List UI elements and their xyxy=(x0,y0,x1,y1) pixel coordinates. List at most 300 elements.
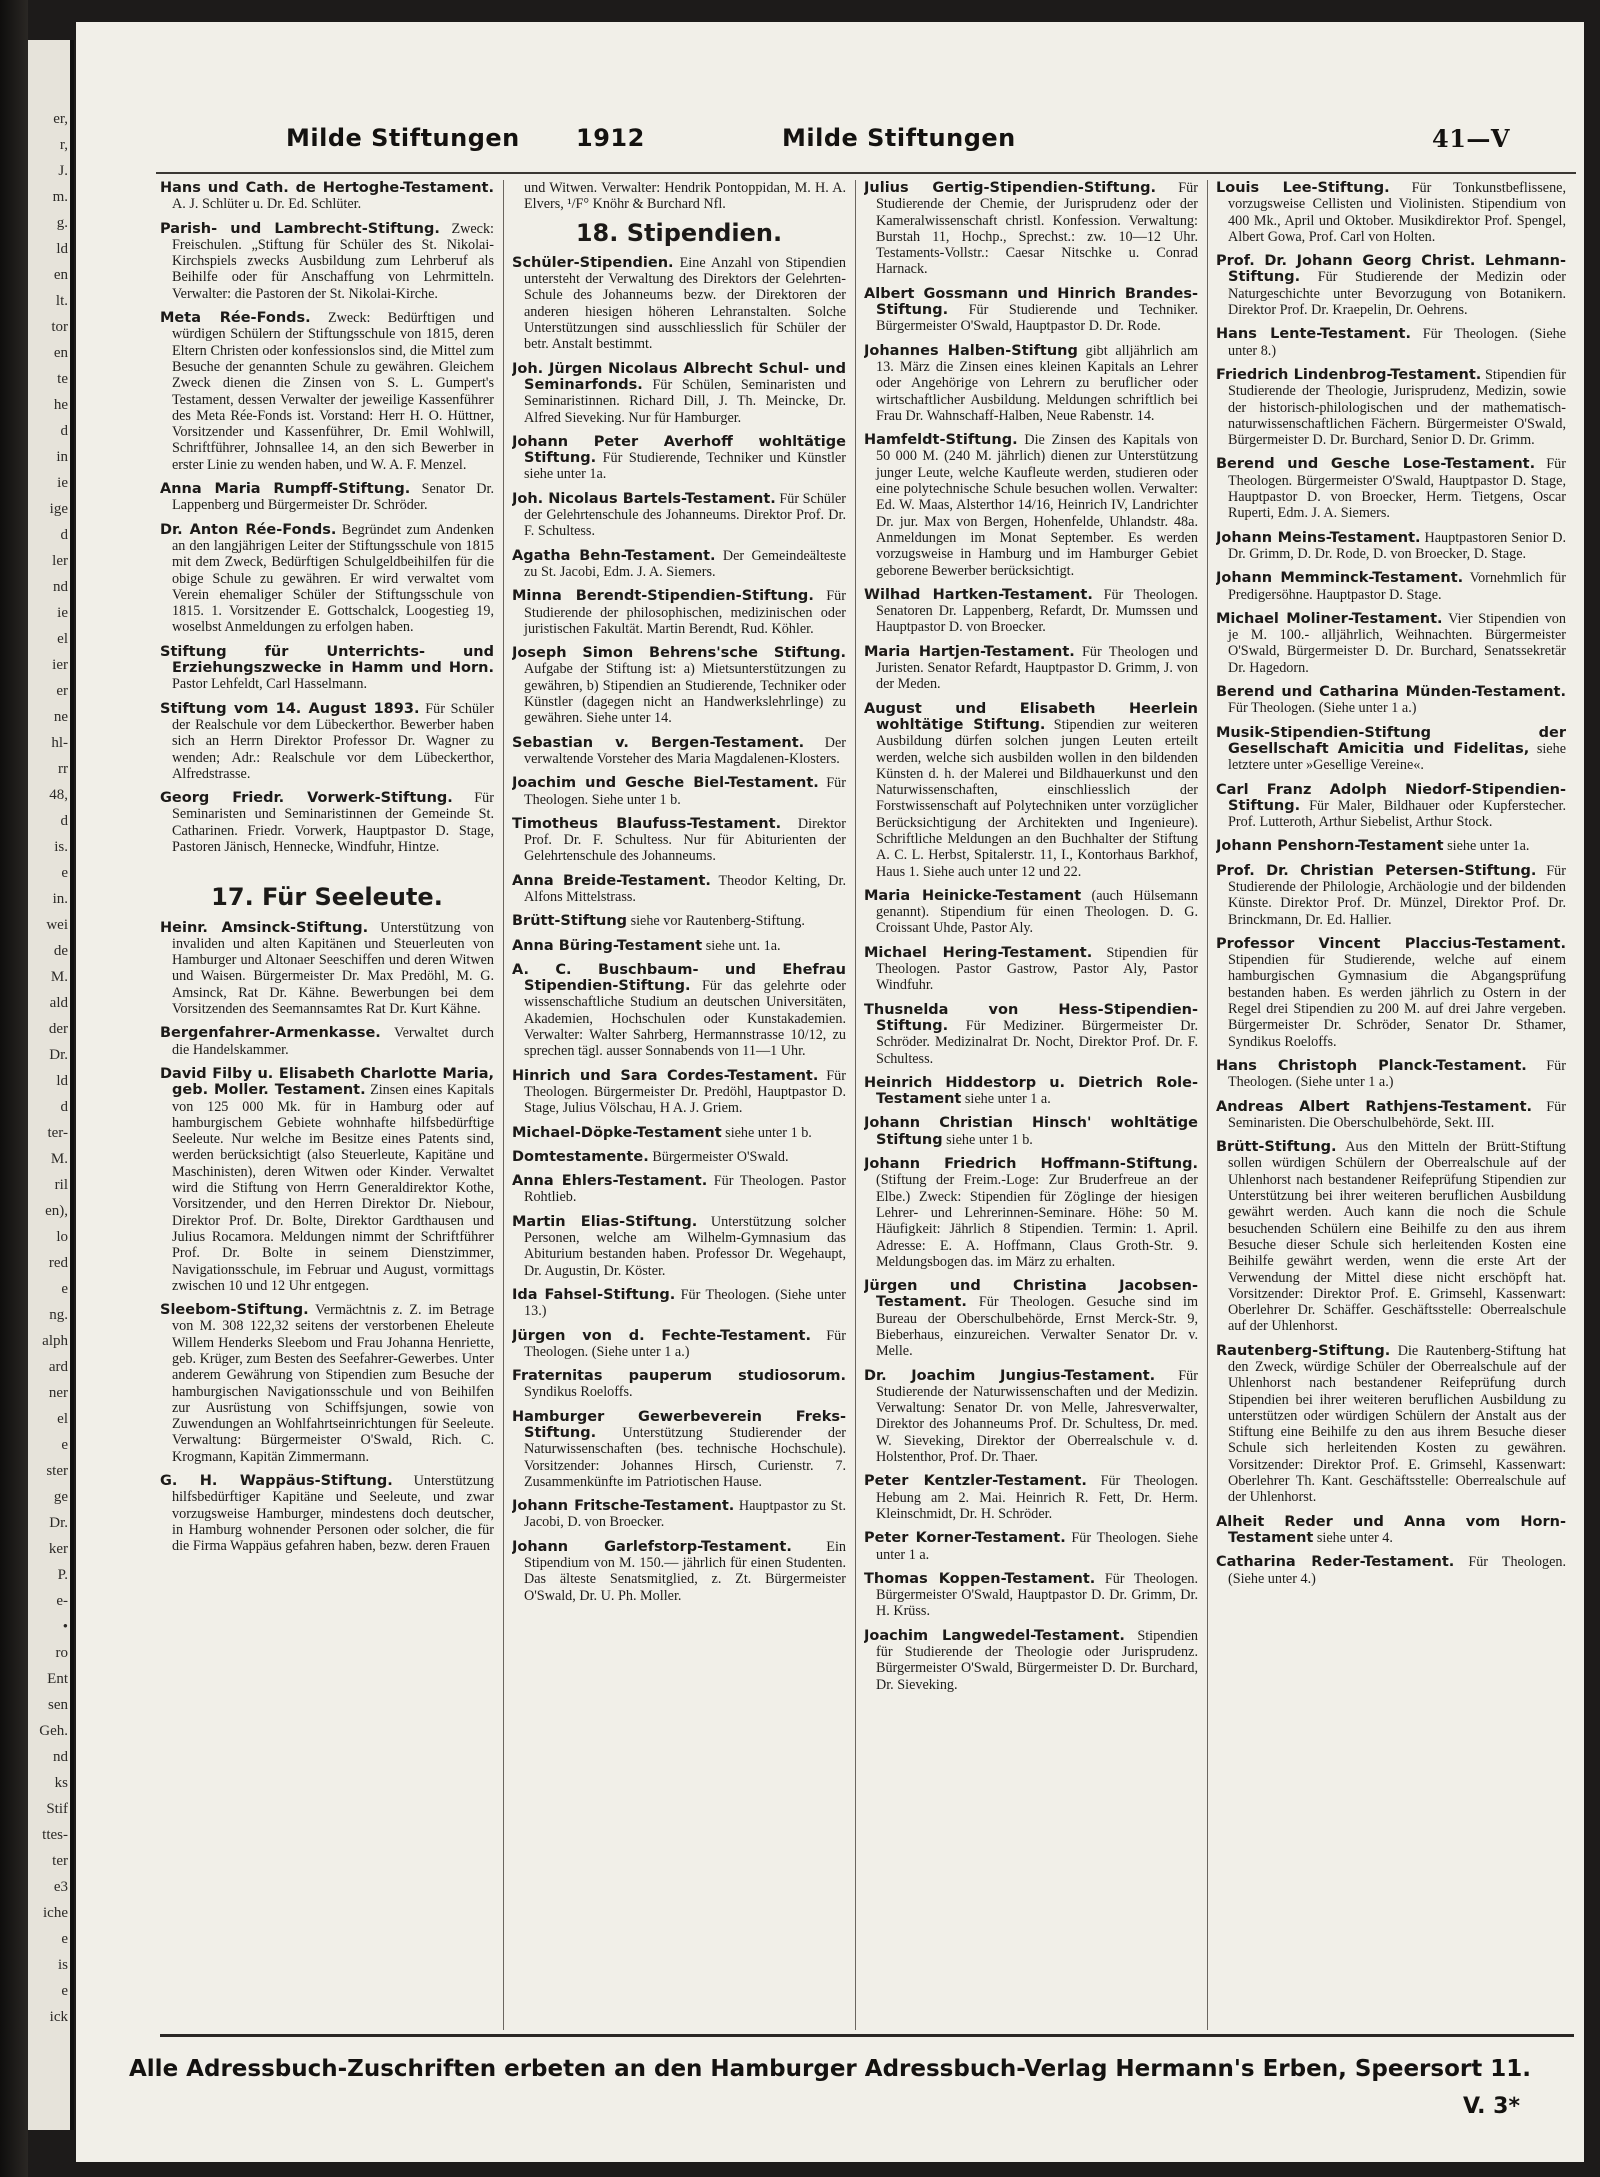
entry-continuation xyxy=(512,180,846,213)
foundation-entry xyxy=(1216,253,1566,318)
foundation-name: Carl Franz Adolph Niedorf-Stipendien-Stiftung. xyxy=(1216,781,1566,814)
column-divider xyxy=(855,180,856,2030)
foundation-entry xyxy=(160,790,494,855)
foundation-name: August und Elisabeth Heerlein wohltätige Stiftung. xyxy=(864,700,1198,733)
foundation-name: Anna Büring-Testament xyxy=(512,937,703,954)
foundation-name: Anna Breide-Testament. xyxy=(512,872,711,889)
prev-page-fragment: e xyxy=(61,865,68,881)
foundation-entry xyxy=(864,1156,1198,1270)
prev-page-fragment: ge xyxy=(53,1489,68,1505)
foundation-name: Johann Fritsche-Testament. xyxy=(512,1498,735,1515)
foundation-details: Für Studierende der Chemie, der Jurisprudenz oder der Kameralwissenschaft christl. Konfession. Verwaltung: Burstah 11, Hochp., Sprechst.: zw. 10—12 Uhr. Testaments-Vollstr.: Caesar Nitschke u. Conrad Harnack. xyxy=(876,180,1198,278)
foundation-entry xyxy=(1216,1514,1566,1547)
foundation-entry xyxy=(512,548,846,581)
prev-page-fragment: ter- xyxy=(47,1125,68,1141)
foundation-name: Agatha Behn-Testament. xyxy=(512,547,716,564)
foundation-name: Berend und Gesche Lose-Testament. xyxy=(1216,456,1536,473)
foundation-entry xyxy=(1216,530,1566,563)
foundation-details: Für Schüler der Realschule vor dem Lübeckerthor. Bewerber haben sich an Herrn Direktor Professor Dr. Wagner zu wenden; Adr.: Realschule vor dem Lübeckerthor, Alfredstrasse. xyxy=(172,700,494,782)
foundation-name: Jürgen und Christina Jacobsen-Testament. xyxy=(864,1278,1198,1311)
prev-page-fragment: e- xyxy=(56,1593,68,1609)
foundation-entry xyxy=(1216,570,1566,603)
foundation-name: Hinrich und Sara Cordes-Testament. xyxy=(512,1067,819,1084)
foundation-entry xyxy=(864,180,1198,278)
foundation-details: siehe unt. 1a. xyxy=(705,937,781,954)
foundation-name: Domtestamente. xyxy=(512,1148,649,1165)
foundation-entry xyxy=(864,1368,1198,1466)
foundation-entry xyxy=(512,1125,846,1141)
footer-rule xyxy=(160,2034,1574,2037)
publisher-notice: Alle Adressbuch-Zuschriften erbeten an den Hamburger Adressbuch-Verlag Hermann's Erben, Speersort 11. xyxy=(129,2056,1531,2082)
foundation-details: Stipendien zur weiteren Ausbildung dürfen solchen jungen Leuten erteilt werden, welche sich ausbilden wollen in den bildenden Künsten d. h. der Malerei und Bildhauerkunst und den Naturwissenschaften, einschliesslich der Forstwissenschaft auf Polytechniken unter vorzüglicher Berücksichtigung der Architekten und Ingenieure). Schriftliche Meldungen an den Buchhalter der Stiftung A. C. L. Herbst, Spitalerstr. 11, I., Kontorhaus Barkhof, Haus 1. Siehe auch unter 12 und 22. xyxy=(876,716,1198,880)
foundation-details: Für Schüler der Gelehrtenschule des Johanneums. Direktor Prof. Dr. F. Schultess. xyxy=(524,490,846,540)
foundation-name: Bergenfahrer-Armenkasse. xyxy=(160,1025,381,1042)
foundation-name: Johannes Halben-Stiftung xyxy=(864,342,1078,359)
foundation-details: Unterstützung von invaliden und alten Kapitänen und Steuerleuten von Hamburger und Altonaer Seeschiffen und deren Witwen und Waisen. Bürgermeister Dr. Max Predöhl, M. G. Amsinck, Rat Dr. Kähne. Bewerbungen bei dem Vorsitzenden des Seemannsamtes Rat Dr. Kurt Kähne. xyxy=(172,919,494,1018)
foundation-name: Joachim und Gesche Biel-Testament. xyxy=(512,775,819,792)
foundation-details: Hauptpastor zu St. Jacobi, D. von Broecker. xyxy=(524,1498,846,1531)
scanner-edge xyxy=(0,0,28,2177)
prev-page-fragment: ier xyxy=(52,657,68,673)
foundation-details: Senator Dr. Lappenberg und Bürgermeister Dr. Schröder. xyxy=(172,481,494,514)
foundation-entry xyxy=(1216,611,1566,676)
foundation-name: Peter Korner-Testament. xyxy=(864,1530,1066,1547)
foundation-details: Für Seminaristen und Seminaristinnen der Gemeinde St. Catharinen. Friedr. Vorwerk, Hauptpastor D. Stage, Pastoren Jänisch, Hennecke, Windfuhr, Hintze. xyxy=(172,790,494,855)
foundation-entry xyxy=(160,1066,494,1294)
foundation-entry xyxy=(512,938,846,954)
foundation-name: Meta Rée-Fonds. xyxy=(160,310,311,327)
prev-page-fragment: P. xyxy=(57,1567,68,1583)
column-divider xyxy=(503,180,504,2030)
prev-page-fragment: el xyxy=(57,1411,68,1427)
prev-page-fragment: en), xyxy=(45,1203,68,1219)
foundation-name: Jürgen von d. Fechte-Testament. xyxy=(512,1327,811,1344)
foundation-details: Bürgermeister O'Swald. xyxy=(652,1148,789,1165)
prev-page-fragment: is. xyxy=(54,839,68,855)
foundation-entry xyxy=(160,920,494,1018)
foundation-details: Für Theologen. (Siehe unter 8.) xyxy=(1228,326,1566,359)
foundation-details: Für Theologen und Juristen. Senator Refardt, Hauptpastor D. Grimm, J. von der Meden. xyxy=(876,643,1198,693)
foundation-entry xyxy=(512,1287,846,1320)
foundation-details: Für Theologen. Siehe unter 1 b. xyxy=(524,775,846,808)
prev-page-fragment: Ent xyxy=(47,1671,68,1687)
prev-page-fragment: ige xyxy=(49,501,68,517)
foundation-details: Stipendien für Studierende der Theologie, Jurisprudenz, Medizin, sowie der historisch-philologischen und der mathematisch-naturwissenschaftlichen Fächern. Bürgermeister O'Swald, Bürgermeister D. Dr. Burchard, Senior D. Dr. Grimm. xyxy=(1228,366,1566,449)
column-4 xyxy=(1216,180,1566,2030)
prev-page-fragment: de xyxy=(53,943,68,959)
foundation-details: siehe unter 4. xyxy=(1316,1529,1393,1546)
prev-page-fragment: g. xyxy=(56,215,68,231)
foundation-entry xyxy=(160,180,494,213)
foundation-details: A. J. Schlüter u. Dr. Ed. Schlüter. xyxy=(172,196,362,213)
prev-page-fragment: d xyxy=(60,423,68,439)
foundation-name: Maria Heinicke-Testament xyxy=(864,887,1082,904)
foundation-entry xyxy=(512,1539,846,1604)
foundation-details: Der verwaltende Vorsteher des Maria Magdalenen-Klosters. xyxy=(524,734,846,767)
foundation-entry xyxy=(864,1278,1198,1359)
prev-page-fragment: er, xyxy=(53,111,68,127)
prev-page-fragment: e xyxy=(61,1281,68,1297)
foundation-details: und Witwen. Verwalter: Hendrik Pontoppidan, M. H. A. Elvers, ¹/F° Knöhr & Burchard Nfl. xyxy=(524,180,846,213)
prev-page-fragment: ng. xyxy=(49,1307,68,1323)
prev-page-fragment: M. xyxy=(50,1151,68,1167)
prev-page-fragment: in. xyxy=(52,891,68,907)
foundation-entry xyxy=(512,1173,846,1206)
foundation-details: Zweck: Freischulen. „Stiftung für Schüler des St. Nikolai-Kirchspiels zwecks Ausbildung zum Lehrberuf als Beihilfe oder für Anschaffung von Lehrmitteln. Verwalter: die Pastoren der St. Nikolai-Kirche. xyxy=(172,220,494,302)
prev-page-fragment: Dr. xyxy=(49,1515,68,1531)
foundation-name: Friedrich Lindenbrog-Testament. xyxy=(1216,366,1482,383)
prev-page-fragment: wei xyxy=(46,917,68,933)
prev-page-fragment: rr xyxy=(58,761,68,777)
foundation-entry xyxy=(512,588,846,637)
document-page xyxy=(76,22,1584,2162)
foundation-name: Hans Lente-Testament. xyxy=(1216,326,1411,343)
foundation-name: Dr. Joachim Jungius-Testament. xyxy=(864,1367,1156,1384)
foundation-entry xyxy=(512,913,846,929)
foundation-entry xyxy=(160,1025,494,1058)
prev-page-fragment: lt. xyxy=(55,293,68,309)
foundation-details: Für Theologen. Siehe unter 1 a. xyxy=(876,1530,1198,1563)
foundation-name: Ida Fahsel-Stiftung. xyxy=(512,1286,676,1303)
foundation-entry xyxy=(864,644,1198,693)
prev-page-fragment: alph xyxy=(42,1333,68,1349)
foundation-entry xyxy=(512,1149,846,1165)
foundation-details: Verwaltet durch die Handelskammer. xyxy=(172,1025,494,1058)
foundation-entry xyxy=(1216,180,1566,245)
foundation-details: siehe unter 1 b. xyxy=(946,1131,1033,1148)
foundation-entry xyxy=(864,343,1198,424)
foundation-details: Stipendien für Studierende, welche auf einem hamburgischen Gymnasium die Abgangsprüfung bestanden haben. Es werden jährlich zu Ostern in der Regel drei Stipendien zu 200 M. auf drei Jahre vergeben. Bürgermeister Dr. Schröder, Senator Dr. Sthamer, Syndikus Roeloffs. xyxy=(1228,952,1566,1050)
foundation-name: Schüler-Stipendien. xyxy=(512,254,674,271)
foundation-details: Für Theologen. Gesuche sind im Bureau der Oberschulbehörde, Ernst Merck-Str. 9, Bieberhaus, einzureichen. Verwalter Senator Dr. v. Melle. xyxy=(876,1294,1198,1360)
prev-page-fragment: ld xyxy=(56,241,68,257)
foundation-details: Für Theologen. (Siehe unter 13.) xyxy=(524,1286,846,1320)
foundation-entry xyxy=(864,945,1198,994)
prev-page-fragment: ner xyxy=(48,1385,68,1401)
foundation-details: Für Theologen. Bürgermeister O'Swald, Hauptpastor D. Dr. Grimm, Dr. H. Krüss. xyxy=(876,1570,1198,1620)
foundation-entry xyxy=(512,1368,846,1401)
prev-page-fragment: ick xyxy=(49,2009,68,2025)
foundation-details: Unterstützung solcher Personen, welche am Wilhelm-Gymnasium das Abiturium bestanden haben. Professor Dr. Wegehaupt, Dr. Augustin, Dr. Köster. xyxy=(524,1213,846,1279)
page-footer xyxy=(76,2034,1584,2162)
foundation-name: A. C. Buschbaum- und Ehefrau Stipendien-Stiftung. xyxy=(512,961,846,995)
foundation-entry xyxy=(512,361,846,426)
foundation-details: Für Studierende der philosophischen, medizinischen oder juristischen Fakultät. Martin Berendt, Rud. Köhler. xyxy=(524,588,846,637)
foundation-name: Dr. Anton Rée-Fonds. xyxy=(160,521,337,538)
prev-page-fragment: e xyxy=(61,1437,68,1453)
prev-page-fragment: ttes- xyxy=(42,1827,68,1843)
foundation-name: Prof. Dr. Johann Georg Christ. Lehmann-Stiftung. xyxy=(1216,253,1566,286)
foundation-name: Johann Meins-Testament. xyxy=(1216,529,1421,546)
foundation-entry xyxy=(512,873,846,906)
foundation-name: Albert Gossmann und Hinrich Brandes-Stiftung. xyxy=(864,285,1198,319)
foundation-entry xyxy=(1216,725,1566,774)
foundation-name: Joseph Simon Behrens'sche Stiftung. xyxy=(512,645,846,662)
prev-page-fragment: 48, xyxy=(49,787,68,803)
column-divider xyxy=(1207,180,1208,2030)
foundation-name: Michael Moliner-Testament. xyxy=(1216,610,1443,627)
foundation-entry xyxy=(512,434,846,483)
foundation-entry xyxy=(512,816,846,865)
foundation-name: David Filby u. Elisabeth Charlotte Maria, geb. Moller. Testament. xyxy=(160,1065,494,1099)
foundation-entry xyxy=(864,432,1198,579)
foundation-entry xyxy=(864,1473,1198,1522)
foundation-entry xyxy=(1216,782,1566,831)
foundation-name: Heinr. Amsinck-Stiftung. xyxy=(160,919,369,936)
header-rule xyxy=(156,172,1576,174)
prev-page-fragment: ster xyxy=(46,1463,68,1479)
foundation-details: Die Zinsen des Kapitals von 50 000 M. (240 M. jährlich) dienen zur Unterstützung junger Leute, welche Kaufleute werden, studieren oder eine polytechnische Schule besuchen wollen. Verwalter: Ed. W. Maas, Alsterthor 14/16, Heinrich IV, Landrichter Dr. jur. Max von Bergen, Hohenfelde, Uhlandstr. 48a. Anmeldungen im Monat September. Es werden vorzugsweise in Hamburg und im Hamburger Gebiet geborene Bewerber berücksichtigt. xyxy=(876,432,1198,579)
column-2 xyxy=(512,180,846,2030)
foundation-entry xyxy=(864,1115,1198,1148)
prev-page-fragment: ril xyxy=(54,1177,68,1193)
prev-page-fragment: e3 xyxy=(53,1879,68,1895)
foundation-details: Theodor Kelting, Dr. Alfons Mittelstrass. xyxy=(524,872,846,905)
prev-page-fragment: Geh. xyxy=(39,1723,68,1739)
prev-page-fragment: tor xyxy=(51,319,68,335)
prev-page-fragment: nd xyxy=(53,1749,68,1765)
foundation-name: Maria Hartjen-Testament. xyxy=(864,643,1075,660)
foundation-name: Timotheus Blaufuss-Testament. xyxy=(512,815,782,832)
prev-page-fragment: he xyxy=(53,397,68,413)
foundation-details: Vermächtnis z. Z. im Betrage von M. 308 122,32 seitens der verstorbenen Eheleute Willem Henderks Sleebom und Frau Johanna Henriette, geb. Krüger, zum Besten des Seefahrer-Gewerbes. Unter anderem Gewährung von Stipendien zum Besuche der hamburgischen Navigationsschule und von Beihilfen zur Ausrüstung von Schiffsjungen, sowie von Zuwendungen an Wohlfahrtseinrichtungen für Seeleute. Verwaltung: Bürgermeister O'Swald, Rich. C. Krogmann, Kapitän Zimmermann. xyxy=(172,1302,494,1465)
prev-page-fragment: ard xyxy=(48,1359,68,1375)
foundation-details: Aufgabe der Stiftung ist: a) Mietsunterstützungen zu gewähren, b) Stipendien an Studierende, Techniker oder Künstler (dagegen nicht an Handwerkslehrlinge) zu gewähren. Siehe unter 14. xyxy=(524,661,846,727)
foundation-name: Minna Berendt-Stipendien-Stiftung. xyxy=(512,588,814,605)
foundation-details: Vornehmlich für Predigersöhne. Hauptpastor D. Stage. xyxy=(1228,570,1566,603)
foundation-details: Für Theologen. Hebung am 2. Mai. Heinrich R. Fett, Dr. Herm. Kleinschmidt, Dr. H. Schröder. xyxy=(876,1473,1198,1522)
prev-page-fragment: el xyxy=(57,631,68,647)
foundation-name: Brütt-Stiftung. xyxy=(1216,1139,1337,1156)
foundation-name: Stiftung für Unterrichts- und Erziehungszwecke in Hamm und Horn. xyxy=(160,643,494,677)
foundation-entry xyxy=(160,701,494,782)
foundation-details: Stipendien für Theologen. Pastor Gastrow, Pastor Aly, Pastor Windfuhr. xyxy=(876,944,1198,994)
prev-page-fragment: M. xyxy=(50,969,68,985)
foundation-details: Für Theologen. (Siehe unter 1 a.) xyxy=(1228,1057,1566,1091)
foundation-details: Für Studierende der Philologie, Archäologie und der bildenden Künste. Direktor Prof. Dr. Münzel, Direktor Prof. Dr. Brinckmann, Dr. Ed. Hallier. xyxy=(1228,862,1566,928)
foundation-entry xyxy=(512,255,846,353)
prev-page-fragment: ter xyxy=(52,1853,68,1869)
foundation-entry xyxy=(864,1075,1198,1108)
foundation-name: Prof. Dr. Christian Petersen-Stiftung. xyxy=(1216,862,1537,879)
foundation-name: Heinrich Hiddestorp u. Dietrich Role-Testament xyxy=(864,1074,1198,1108)
foundation-entry xyxy=(512,735,846,768)
foundation-entry xyxy=(512,775,846,808)
prev-page-fragment: iche xyxy=(43,1905,68,1921)
prev-page-fragment: ks xyxy=(54,1775,68,1791)
header-right-title: Milde Stiftungen xyxy=(782,124,1016,152)
prev-page-fragment: d xyxy=(60,813,68,829)
foundation-entry xyxy=(1216,1554,1566,1587)
foundation-details: siehe vor Rautenberg-Stiftung. xyxy=(630,913,805,930)
foundation-name: Thusnelda von Hess-Stipendien-Stiftung. xyxy=(864,1001,1198,1034)
prev-page-fragment: red xyxy=(48,1255,68,1271)
foundation-entry xyxy=(864,1571,1198,1620)
foundation-name: Anna Maria Rumpff-Stiftung. xyxy=(160,481,411,498)
foundation-entry xyxy=(512,1498,846,1531)
foundation-entry xyxy=(512,1328,846,1361)
foundation-details: Für Maler, Bildhauer oder Kupferstecher. Prof. Lutteroth, Arthur Siebelist, Arthur Stock. xyxy=(1228,797,1566,831)
prev-page-fragment: is xyxy=(57,1957,68,1973)
foundation-details: Für Tonkunstbeflissene, vorzugsweise Cellisten und Violinisten. Stipendium von 400 Mk., April und Oktober. Musikdirektor Prof. Spengel, Albert Gowa, Prof. Carl von Holten. xyxy=(1228,180,1566,245)
foundation-name: Johann Garlefstorp-Testament. xyxy=(512,1538,792,1555)
foundation-name: Julius Gertig-Stipendien-Stiftung. xyxy=(864,180,1157,196)
foundation-details: Syndikus Roeloffs. xyxy=(524,1384,633,1401)
foundation-entry xyxy=(160,644,494,693)
foundation-name: Berend und Catharina Münden-Testament. xyxy=(1216,684,1566,701)
foundation-details: Für Studierende der Naturwissenschaften und der Medizin. Verwaltung: Senator Dr. von Melle, Jahresverwalter, Direktor des Johanneums Prof. Dr. Schultess, Dr. med. W. Sieveking, Direktor der Oberrealschule v. d. Holstenthor, Prof. Dr. Thaer. xyxy=(876,1367,1198,1466)
foundation-entry xyxy=(1216,936,1566,1050)
prev-page-fragment: d xyxy=(60,1099,68,1115)
section-heading: 18. Stipendien. xyxy=(575,218,783,247)
foundation-name: Hamfeldt-Stiftung. xyxy=(864,432,1018,449)
header-left-title: Milde Stiftungen xyxy=(286,124,520,152)
foundation-name: G. H. Wappäus-Stiftung. xyxy=(160,1473,393,1490)
foundation-entry xyxy=(512,1214,846,1279)
foundation-details: Zweck: Bedürftigen und würdigen Schülern der Stiftungsschule von 1815, deren Eltern Christen oder konfessionslos sind, die Mittel zum Besuche der genannten Schule zu gewähren. Gleichem Zweck dienen die Zinsen von S. L. Gumpert's Testament, dessen Verwalter der jeweilige Kassenführer des Meta Rée-Fonds ist. Vorstand: Herr H. O. Hüttner, Vorsitzender und Kassenführer, Dr. Emil Wohlwill, Schriftführer, Johnsallee 14, an den sich Bewerber in erster Linie zu wenden haben, und W. A. F. Menzel. xyxy=(172,310,494,473)
foundation-details: Begründet zum Andenken an den langjährigen Leiter der Stiftungsschule von 1815 mit dem Zweck, Bedürftigen Schulgeldbeihilfen für die obige Schule zu gewähren. Er wird verwaltet vom Verein ehemaliger Schüler der Stiftungsschule von 1815. 1. Vorsitzender E. Gottschalck, Loogestieg 19, woselbst Anmeldungen zu erfolgen haben. xyxy=(172,521,494,636)
foundation-entry xyxy=(1216,838,1566,854)
prev-page-fragment: d xyxy=(60,527,68,543)
foundation-name: Musik-Stipendien-Stiftung der Gesellschaft Amicitia und Fidelitas, xyxy=(1216,724,1566,757)
foundation-details: (Stiftung der Freim.-Loge: Zur Bruderfreue an der Elbe.) Zweck: Stipendien für Zöglinge der hiesigen Lehrer- und Lehrerinnen-Seminare. Höhe: 50 M. Häufigkeit: Jährlich 8 Stipendien. Termin: 1. April. Adresse: E. A. Hoffmann, Claus Groth-Str. 9. Meldungsbogen das. im März zu erhalten. xyxy=(876,1172,1198,1270)
columns xyxy=(160,180,1574,2030)
foundation-name: Brütt-Stiftung xyxy=(512,913,628,930)
foundation-details: Für Studierende, Techniker und Künstler siehe unter 1a. xyxy=(524,450,846,483)
foundation-name: Peter Kentzler-Testament. xyxy=(864,1473,1087,1490)
prev-page-fragment: en xyxy=(53,267,68,283)
foundation-name: Joh. Jürgen Nicolaus Albrecht Schul- und Seminarfonds. xyxy=(512,360,846,393)
foundation-details: Unterstützung hilfsbedürftiger Kapitäne und Seeleute, und zwar vorzugsweise Hamburger, mindestens doch deutscher, in Hamburg wohnender Personen oder solcher, die für die Firma Wappäus gefahren haben, bezw. deren Frauen xyxy=(172,1473,494,1555)
foundation-entry xyxy=(1216,326,1566,359)
foundation-name: Johann Peter Averhoff wohltätige Stiftung. xyxy=(512,433,846,467)
foundation-name: Michael Hering-Testament. xyxy=(864,944,1093,961)
header-year: 1912 xyxy=(576,124,645,152)
foundation-name: Hamburger Gewerbeverein Freks-Stiftung. xyxy=(512,1408,846,1441)
foundation-name: Michael-Döpke-Testament xyxy=(512,1124,722,1141)
signature-mark: V. 3* xyxy=(1462,2094,1520,2119)
foundation-details: Für Seminaristen. Die Oberschulbehörde, Sekt. III. xyxy=(1228,1098,1566,1131)
foundation-details: Für Theologen. (Siehe unter 1 a.) xyxy=(524,1327,846,1360)
foundation-details: Für Theologen. (Siehe unter 1 a.) xyxy=(1228,700,1417,717)
foundation-entry xyxy=(160,310,494,473)
page-header xyxy=(76,22,1584,172)
foundation-name: Thomas Koppen-Testament. xyxy=(864,1570,1096,1587)
prev-page-fragment: nd xyxy=(53,579,68,595)
foundation-entry xyxy=(864,701,1198,880)
foundation-details: Die Rautenberg-Stiftung hat den Zweck, würdige Schüler der Oberrealschule auf der Uhlenhorst nach bestandener Reifeprüfung durch Stipendien bei ihrer weiteren beruflichen Ausbildung zu unterstützen oder würdigen Schülern der Anstalt aus der Stiftung eine Beihilfe zu den aus ihrem Besuche dieser Schule sich herleitenden Kosten zu gewähren. Vorsitzender: Direktor Prof. E. Grimsehl, Kassenwart: Oberlehrer Th. Kant. Geschäftsstelle: Oberrealschule auf der Uhlenhorst. xyxy=(1228,1342,1566,1506)
foundation-entry xyxy=(1216,1058,1566,1091)
foundation-details: siehe unter 1a. xyxy=(1447,838,1530,855)
foundation-details: Für Theologen. (Siehe unter 4.) xyxy=(1228,1554,1566,1587)
foundation-details: Hauptpastoren Senior D. Dr. Grimm, D. Dr. Rode, D. von Broecker, D. Stage. xyxy=(1228,529,1566,562)
foundation-name: Rautenberg-Stiftung. xyxy=(1216,1342,1391,1359)
foundation-details: Für Schülen, Seminaristen und Seminaristinnen. Richard Dill, J. Th. Meincke, Dr. Alfred Sieveking. Nur für Hamburger. xyxy=(524,376,846,426)
foundation-name: Alheit Reder und Anna vom Horn-Testament xyxy=(1216,1513,1566,1546)
prev-page-fragment: er xyxy=(56,683,68,699)
foundation-name: Stiftung vom 14. August 1893. xyxy=(160,700,420,717)
column-3 xyxy=(864,180,1198,2030)
foundation-name: Andreas Albert Rathjens-Testament. xyxy=(1216,1098,1533,1115)
foundation-details: Der Gemeindeälteste zu St. Jacobi, Edm. J. A. Siemers. xyxy=(524,547,846,580)
foundation-details: Vier Stipendien von je M. 100.- alljährlich, Weihnachten. Bürgermeister O'Swald, Bürgermeister D. Dr. Burchard, Senatssekretär Dr. Hagedorn. xyxy=(1228,610,1566,676)
foundation-entry xyxy=(1216,456,1566,521)
prev-page-fragment: • xyxy=(62,1619,68,1635)
prev-page-fragment: der xyxy=(48,1021,68,1037)
prev-page-fragment: ler xyxy=(52,553,68,569)
foundation-details: Pastor Lehfeldt, Carl Hasselmann. xyxy=(172,676,368,693)
prev-page-fragment: J. xyxy=(58,163,68,179)
foundation-details: siehe unter 1 b. xyxy=(725,1124,812,1141)
foundation-name: Johann Penshorn-Testament xyxy=(1216,838,1444,855)
foundation-details: siehe unter 1 a. xyxy=(964,1091,1051,1108)
prev-page-fragment: ne xyxy=(53,709,68,725)
foundation-entry xyxy=(864,1628,1198,1693)
header-page-number: 41—V xyxy=(1432,124,1511,153)
prev-page-fragment: e xyxy=(61,1983,68,1999)
foundation-name: Martin Elias-Stiftung. xyxy=(512,1213,698,1230)
prev-page-fragment: lo xyxy=(56,1229,68,1245)
foundation-details: Für das gelehrte oder wissenschaftliche Studium an deutschen Universitäten, Akademien, Hochschulen oder Kunstakademien. Verwalter: Walter Sahrberg, Hermannstrasse 10/12, zu sprechen tägl. ausser Sonnabends von 11—1 Uhr. xyxy=(524,978,846,1060)
foundation-entry xyxy=(160,1302,494,1465)
prev-page-fragment: hl- xyxy=(51,735,68,751)
foundation-name: Joh. Nicolaus Bartels-Testament. xyxy=(512,490,776,507)
prev-page-fragment: m. xyxy=(52,189,68,205)
previous-page-edge xyxy=(28,40,74,2130)
section-heading: 17. Für Seeleute. xyxy=(211,883,443,912)
prev-page-fragment: Stif xyxy=(46,1801,68,1817)
prev-page-fragment: ie xyxy=(57,475,68,491)
foundation-entry xyxy=(1216,1139,1566,1335)
foundation-name: Sleebom-Stiftung. xyxy=(160,1302,309,1319)
foundation-details: Für Studierende der Medizin oder Naturgeschichte unter Bevorzugung von Botanikern. Direktor Prof. Dr. Kraepelin, Dr. Oehrens. xyxy=(1228,269,1566,319)
prev-page-fragment: ld xyxy=(56,1073,68,1089)
prev-page-fragment: ker xyxy=(48,1541,68,1557)
foundation-entry xyxy=(1216,863,1566,928)
foundation-entry xyxy=(160,481,494,514)
prev-page-fragment: e xyxy=(61,1931,68,1947)
foundation-name: Louis Lee-Stiftung. xyxy=(1216,180,1390,196)
foundation-entry xyxy=(1216,1343,1566,1506)
foundation-details: Für Theologen. Pastor Rohtlieb. xyxy=(524,1173,846,1206)
prev-page-fragment: te xyxy=(57,371,68,387)
foundation-details: Ein Stipendium von M. 150.— jährlich für einen Studenten. Das älteste Senatsmitglied, z. Zt. Bürgermeister O'Swald, Dr. U. Ph. Moller. xyxy=(524,1538,846,1604)
foundation-details: Aus den Mitteln der Brütt-Stiftung sollen würdigen Schülern der Oberrealschule auf der Uhlenhorst nach bestandener Reifeprüfung Stipendien zur Unterstützung bei ihrer weiteren beruflichen Ausbildung gewährt werden. Auch kann die noch die Schule besuchenden Schülern eine Beihilfe zu den aus ihrem Besuche dieser Schule sich herleitenden Kosten eine Beihilfe gewährt werden, wenn die erste Art der Verwendung der Mittel diese nicht erschöpft hat. Vorsitzender: Direktor Prof. E. Grimsehl, Kassenwart: Oberlehrer Dr. Schäffer. Geschäftsstelle: Oberrealschule auf der Uhlenhorst. xyxy=(1228,1139,1566,1335)
foundation-name: Hans und Cath. de Hertoghe-Testament. xyxy=(160,180,494,196)
column-1 xyxy=(160,180,494,2030)
foundation-name: Fraternitas pauperum studiosorum. xyxy=(512,1368,846,1385)
foundation-details: gibt alljährlich am 13. März die Zinsen eines kleinen Kapitals an Lehrer oder Angehörige von Lehrern zu beruflicher oder wirtschaftlicher Ausbildung. Meldungen schriftlich bei Frau Dr. Wahnschaff-Halben, Neue Rabenstr. 14. xyxy=(876,342,1198,424)
foundation-details: Für Theologen. Bürgermeister O'Swald, Hauptpastor D. Stage, Hauptpastor D. von Broecker, Herm. Tietgens, Oscar Ruperti, Edm. J. A. Siemers. xyxy=(1228,456,1566,522)
foundation-name: Catharina Reder-Testament. xyxy=(1216,1554,1455,1571)
foundation-name: Johann Memminck-Testament. xyxy=(1216,570,1464,587)
prev-page-fragment: Dr. xyxy=(49,1047,68,1063)
foundation-entry xyxy=(864,888,1198,937)
foundation-details: Unterstützung Studierender der Naturwissenschaften (bes. technische Hochschule). Vorsitzender: Johannes Hirsch, Curienstr. 7. Zusammenkünfte im Patriotischen Hause. xyxy=(524,1425,846,1490)
foundation-name: Professor Vincent Placcius-Testament. xyxy=(1216,935,1566,952)
foundation-name: Sebastian v. Bergen-Testament. xyxy=(512,734,805,751)
foundation-details: Eine Anzahl von Stipendien untersteht der Verwaltung des Direktors der Gelehrten-Schule des Johanneums bezw. der Direktoren der anderen hiesigen höheren Lehranstalten. Solche Unterstützungen sind ausschliesslich für Schüler der betr. Anstalt bestimmt. xyxy=(524,254,846,353)
foundation-details: Direktor Prof. Dr. F. Schultess. Nur für Abiturienten der Gelehrtenschule des Johanneums. xyxy=(524,815,846,865)
foundation-details: siehe letztere unter »Gesellige Vereine«. xyxy=(1228,740,1566,774)
foundation-name: Hans Christoph Planck-Testament. xyxy=(1216,1057,1527,1074)
foundation-name: Johann Friedrich Hoffmann-Stiftung. xyxy=(864,1156,1198,1173)
foundation-entry xyxy=(864,1002,1198,1067)
prev-page-fragment: ie xyxy=(57,605,68,621)
foundation-entry xyxy=(160,1473,494,1554)
foundation-entry xyxy=(512,1409,846,1490)
foundation-entry xyxy=(1216,367,1566,448)
